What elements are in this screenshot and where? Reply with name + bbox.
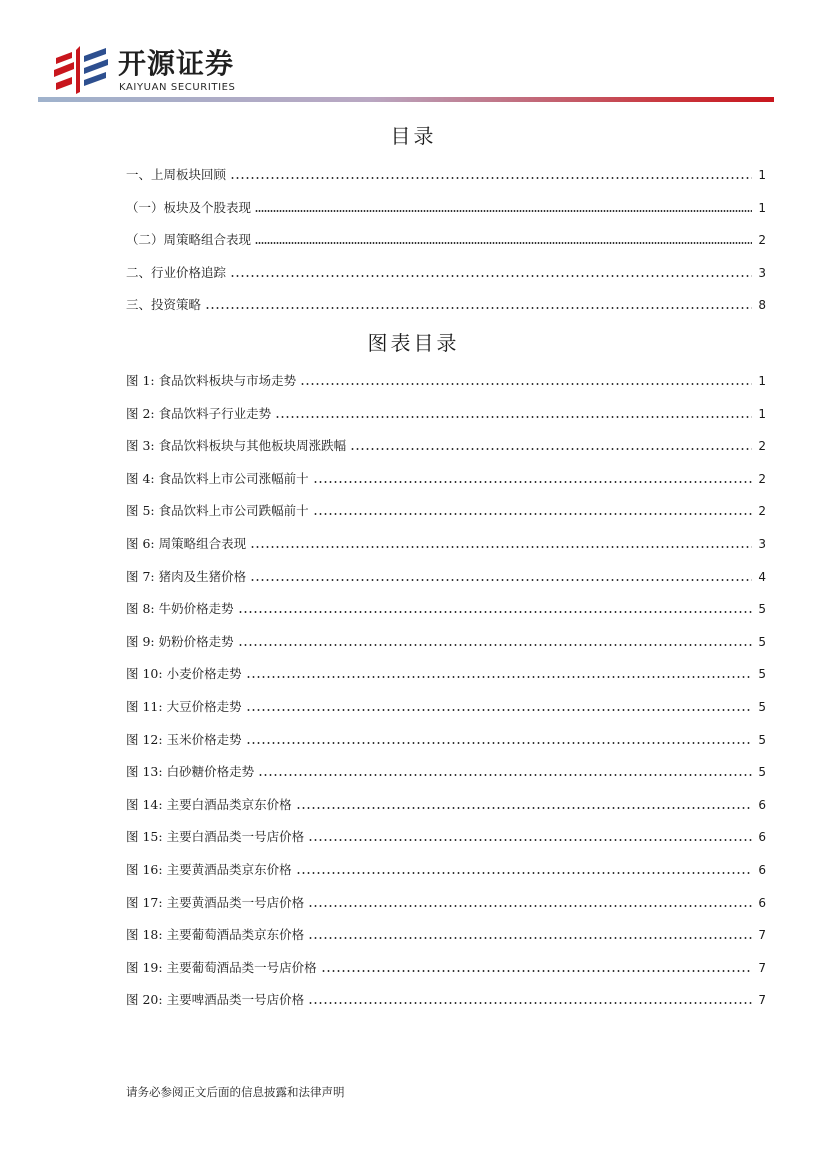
entry-label: 一、上周板块回顾 bbox=[126, 167, 227, 182]
entry-label: 图 7: 猪肉及生猪价格 bbox=[126, 568, 247, 584]
dot-leader bbox=[296, 872, 752, 874]
figure-entry[interactable] bbox=[126, 860, 766, 878]
entry-page-number: 3 bbox=[758, 537, 766, 551]
entry-label: 图 17: 主要黄酒品类一号店价格 bbox=[126, 894, 305, 910]
dot-leader bbox=[246, 742, 752, 744]
entry-label: 三、投资策略 bbox=[126, 297, 202, 312]
toc-title: 目录 bbox=[390, 124, 437, 148]
entry-page-number: 1 bbox=[758, 168, 766, 182]
toc-entry[interactable] bbox=[126, 198, 766, 216]
entry-page-number: 1 bbox=[758, 374, 766, 388]
figure-entry[interactable] bbox=[126, 404, 766, 422]
figure-entry[interactable] bbox=[126, 567, 766, 585]
dot-leader bbox=[308, 839, 752, 841]
figure-entry[interactable] bbox=[126, 534, 766, 552]
dot-leader bbox=[313, 481, 752, 483]
figure-entry[interactable] bbox=[126, 925, 766, 943]
entry-page-number: 6 bbox=[758, 797, 766, 812]
entry-page-number: 4 bbox=[758, 569, 766, 584]
footer-disclaimer: 请务必参阅正文后面的信息披露和法律声明 bbox=[126, 1085, 345, 1099]
brand-name-en: KAIYUAN SECURITIES bbox=[119, 82, 236, 93]
dot-leader bbox=[250, 546, 752, 548]
dot-leader bbox=[255, 242, 752, 244]
entry-page-number: 2 bbox=[758, 233, 766, 247]
entry-label: 图 2: 食品饮料子行业走势 bbox=[126, 405, 272, 421]
dot-leader bbox=[258, 774, 752, 776]
entry-label: 图 18: 主要葡萄酒品类京东价格 bbox=[126, 927, 305, 943]
figure-entry[interactable] bbox=[126, 469, 766, 487]
entry-label: 图 4: 食品饮料上市公司涨幅前十 bbox=[126, 470, 309, 486]
dot-leader bbox=[275, 416, 752, 418]
entry-page-number: 1 bbox=[758, 406, 766, 421]
toc-entry[interactable] bbox=[126, 165, 766, 183]
figure-entry[interactable] bbox=[126, 990, 766, 1008]
entry-page-number: 2 bbox=[758, 504, 766, 519]
dot-leader bbox=[230, 275, 752, 277]
entry-page-number: 5 bbox=[758, 765, 766, 780]
entry-label: 图 11: 大豆价格走势 bbox=[126, 699, 242, 714]
entry-label: 图 13: 白砂糖价格走势 bbox=[126, 764, 255, 780]
entry-page-number: 2 bbox=[758, 471, 766, 486]
entry-page-number: 5 bbox=[758, 732, 766, 747]
page-header bbox=[0, 0, 827, 104]
entry-page-number: 8 bbox=[758, 298, 766, 312]
entry-page-number: 1 bbox=[758, 200, 766, 215]
entry-label: 图 16: 主要黄酒品类京东价格 bbox=[126, 862, 292, 877]
figure-entry[interactable] bbox=[126, 599, 766, 617]
figure-entry[interactable] bbox=[126, 730, 766, 748]
header-divider bbox=[38, 97, 774, 102]
entry-label: 图 19: 主要葡萄酒品类一号店价格 bbox=[126, 959, 317, 975]
figure-entry[interactable] bbox=[126, 371, 766, 389]
dot-leader bbox=[238, 644, 752, 646]
entry-page-number: 3 bbox=[758, 265, 766, 280]
entry-label: 图 12: 玉米价格走势 bbox=[126, 731, 242, 747]
figure-entry[interactable] bbox=[126, 827, 766, 845]
entry-label: 图 14: 主要白酒品类京东价格 bbox=[126, 796, 292, 812]
entry-label: 图 3: 食品饮料板块与其他板块周涨跌幅 bbox=[126, 438, 347, 454]
dot-leader bbox=[350, 448, 752, 450]
entry-label: （一）板块及个股表现 bbox=[126, 199, 252, 215]
entry-page-number: 6 bbox=[758, 895, 766, 910]
entry-label: （二）周策略组合表现 bbox=[126, 232, 252, 247]
dot-leader bbox=[308, 1002, 752, 1004]
dot-leader bbox=[308, 905, 752, 907]
entry-page-number: 5 bbox=[758, 700, 766, 714]
entry-label: 图 15: 主要白酒品类一号店价格 bbox=[126, 829, 305, 845]
toc-entry[interactable] bbox=[126, 230, 766, 248]
dot-leader bbox=[205, 307, 752, 309]
entry-page-number: 6 bbox=[758, 830, 766, 845]
entry-page-number: 7 bbox=[758, 960, 766, 975]
entry-label: 二、行业价格追踪 bbox=[126, 264, 227, 280]
dot-leader bbox=[313, 513, 752, 515]
entry-label: 图 10: 小麦价格走势 bbox=[126, 666, 242, 682]
dot-leader bbox=[246, 676, 752, 678]
kaiyuan-logo-icon bbox=[50, 44, 112, 96]
entry-label: 图 6: 周策略组合表现 bbox=[126, 536, 247, 551]
dot-leader bbox=[238, 611, 752, 613]
dot-leader bbox=[308, 937, 752, 939]
figure-entry[interactable] bbox=[126, 501, 766, 519]
entry-label: 图 20: 主要啤酒品类一号店价格 bbox=[126, 992, 305, 1008]
dot-leader bbox=[300, 383, 752, 385]
dot-leader bbox=[321, 970, 752, 972]
dot-leader bbox=[255, 210, 752, 212]
figure-entry[interactable] bbox=[126, 958, 766, 976]
figure-entry[interactable] bbox=[126, 632, 766, 650]
entry-page-number: 7 bbox=[758, 993, 766, 1008]
dot-leader bbox=[296, 807, 752, 809]
figure-entry[interactable] bbox=[126, 664, 766, 682]
figure-entry[interactable] bbox=[126, 795, 766, 813]
entry-page-number: 5 bbox=[758, 634, 766, 649]
entry-page-number: 7 bbox=[758, 928, 766, 943]
figure-entry[interactable] bbox=[126, 436, 766, 454]
entry-label: 图 5: 食品饮料上市公司跌幅前十 bbox=[126, 503, 309, 519]
dot-leader bbox=[230, 177, 752, 179]
entry-label: 图 9: 奶粉价格走势 bbox=[126, 633, 234, 649]
entry-page-number: 5 bbox=[758, 667, 766, 682]
figure-entry[interactable] bbox=[126, 697, 766, 715]
figures-title: 图表目录 bbox=[367, 331, 460, 355]
entry-page-number: 2 bbox=[758, 439, 766, 454]
figure-entry[interactable] bbox=[126, 762, 766, 780]
figure-entry[interactable] bbox=[126, 893, 766, 911]
entry-page-number: 5 bbox=[758, 602, 766, 617]
brand-name-cn: 开源证券 bbox=[118, 47, 235, 80]
dot-leader bbox=[250, 579, 752, 581]
toc-entry[interactable] bbox=[126, 295, 766, 313]
entry-label: 图 8: 牛奶价格走势 bbox=[126, 601, 234, 617]
dot-leader bbox=[246, 709, 752, 711]
entry-page-number: 6 bbox=[758, 863, 766, 877]
toc-entry[interactable] bbox=[126, 263, 766, 281]
entry-label: 图 1: 食品饮料板块与市场走势 bbox=[126, 373, 297, 388]
